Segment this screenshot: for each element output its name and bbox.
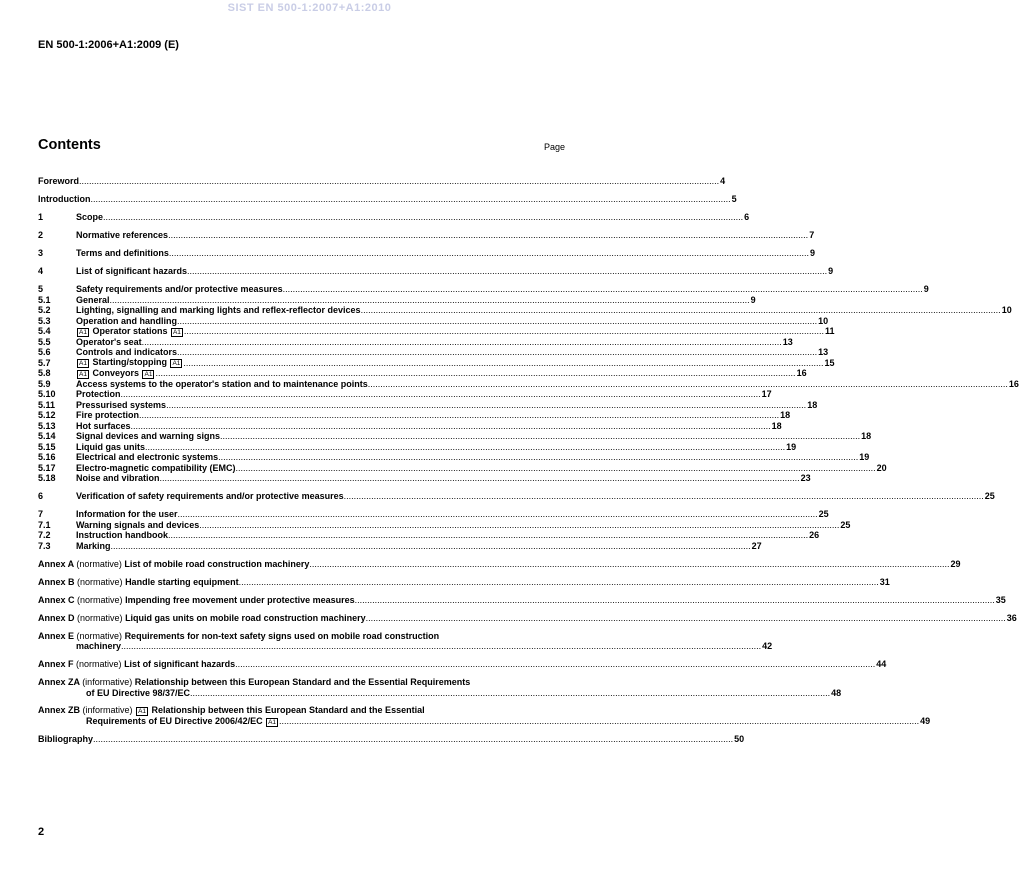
dot-leader <box>177 316 817 327</box>
entry-title <box>38 705 425 716</box>
annex-kind: (normative) <box>76 659 122 669</box>
page-ref: 23 <box>800 473 811 483</box>
bibliography-entry[interactable] <box>38 734 745 745</box>
dot-leader <box>178 509 818 520</box>
toc-entry[interactable] <box>38 410 791 421</box>
page-ref: 25 <box>984 491 995 501</box>
watermark: SIST EN 500-1:2007+A1:2010 <box>227 2 392 14</box>
section-number: 5.13 <box>38 420 56 431</box>
section-number: 5.12 <box>38 410 56 420</box>
entry-title <box>76 212 103 223</box>
toc-entry[interactable] <box>38 284 929 295</box>
annex-title: Liquid gas units on mobile road construction machinery <box>125 612 366 623</box>
dot-leader <box>283 284 923 295</box>
dot-leader <box>169 248 809 259</box>
page-ref: 27 <box>751 540 762 551</box>
entry-title-text: Verification of safety requirements and/or protective measures <box>76 491 344 501</box>
page-ref: 20 <box>876 462 887 473</box>
entry-title-text: General <box>76 294 110 305</box>
entry-title-text: Warning signals and devices <box>76 519 200 530</box>
toc-entry[interactable] <box>38 212 750 223</box>
annex-title-continued: Requirements of EU Directive 2006/42/EC <box>86 715 263 726</box>
entry-title-text: Conveyors <box>89 367 142 378</box>
annex-label: Annex B <box>38 576 75 587</box>
entry-title <box>76 541 111 552</box>
entry-title <box>76 326 184 337</box>
page-ref: 26 <box>809 530 820 540</box>
entry-title <box>38 734 93 745</box>
entry-title <box>38 716 279 727</box>
page-ref: 10 <box>818 315 829 326</box>
entry-title-text: Electro-magnetic compatibility (EMC) <box>76 462 236 473</box>
section-number: 5.3 <box>38 315 51 326</box>
page-ref: 18 <box>771 420 782 431</box>
annex-kind: (normative) <box>77 612 123 623</box>
section-number: 5.7 <box>38 357 51 368</box>
page-ref: 15 <box>824 357 835 368</box>
annex-title: Handle starting equipment <box>125 576 239 587</box>
dot-leader <box>236 463 876 474</box>
entry-title-text: Pressurised systems <box>76 399 167 410</box>
page-ref: 49 <box>920 716 931 726</box>
annex-title: Impending free movement under protective measures <box>125 594 355 605</box>
entry-title <box>76 452 218 463</box>
dot-leader <box>93 734 733 745</box>
dot-leader <box>235 659 875 670</box>
page-ref: 35 <box>995 594 1006 605</box>
annex-entry-continuation[interactable] <box>38 687 842 699</box>
entry-title-text: Electrical and electronic systems <box>76 452 219 462</box>
amendment-start-marker: A1 <box>79 360 87 367</box>
annex-entry-continuation[interactable] <box>38 641 773 652</box>
dot-leader <box>131 421 771 432</box>
toc-entry[interactable] <box>38 367 807 379</box>
amendment-start-marker: A1 <box>79 328 87 336</box>
page-ref: 44 <box>876 659 887 669</box>
toc-entry[interactable] <box>38 176 726 187</box>
dot-leader <box>139 410 779 421</box>
amendment-end-marker: A1 <box>268 718 277 726</box>
entry-title-text: Operation and handling <box>76 315 177 326</box>
page-ref: 17 <box>761 389 772 399</box>
annex-label: Annex C <box>38 594 75 605</box>
section-number: 3 <box>38 248 44 258</box>
page-ref: 16 <box>1008 378 1019 389</box>
toc-entry[interactable] <box>38 294 756 306</box>
section-number: 7.1 <box>38 519 51 530</box>
page-ref: 48 <box>831 687 842 698</box>
dot-leader <box>168 530 808 541</box>
entry-title-text: Hot surfaces <box>76 420 131 431</box>
page-ref: 25 <box>840 519 851 530</box>
entry-title-text: Safety requirements and/or protective measures <box>76 284 283 294</box>
entry-title <box>76 337 142 348</box>
entry-title <box>76 230 168 241</box>
entry-title <box>76 473 160 484</box>
bibliography-title: Bibliography <box>38 734 94 744</box>
annex-kind: (informative) <box>82 677 133 687</box>
entry-title <box>38 595 355 606</box>
page-ref: 19 <box>859 452 870 462</box>
toc-entry[interactable] <box>38 462 887 474</box>
contents-heading: Contents <box>38 137 101 153</box>
page-ref: 36 <box>1006 612 1017 623</box>
entry-title <box>38 194 91 205</box>
entry-title <box>38 688 190 699</box>
entry-title <box>76 400 166 411</box>
dot-leader <box>190 688 830 699</box>
entry-title-text: Normative references <box>76 230 169 240</box>
entry-title <box>76 491 344 502</box>
entry-title <box>76 530 168 541</box>
annex-entry[interactable] <box>38 631 569 642</box>
entry-title-text: Access systems to the operator's station and to maintenance points <box>76 378 368 389</box>
section-number: 5.10 <box>38 389 56 399</box>
entry-title <box>76 389 121 400</box>
section-number: 5.9 <box>38 378 51 389</box>
toc-entry[interactable] <box>38 519 851 531</box>
amendment-end-marker: A1 <box>172 360 181 367</box>
annex-title-continued: machinery <box>76 641 122 651</box>
document-id: EN 500-1:2006+A1:2009 (E) <box>38 39 179 51</box>
amendment-start-marker: A1 <box>138 708 147 715</box>
page-number: 2 <box>38 826 45 838</box>
dot-leader <box>220 431 860 442</box>
toc-entry[interactable] <box>38 266 834 277</box>
section-number: 5.15 <box>38 441 56 452</box>
dot-leader <box>103 212 743 223</box>
entry-title-text: Instruction handbook <box>76 530 168 540</box>
annex-label: Annex A <box>38 558 74 569</box>
toc-entry[interactable] <box>38 431 872 442</box>
section-number: 7 <box>38 509 44 519</box>
annex-kind: (normative) <box>76 630 123 641</box>
page-ref: 9 <box>828 266 834 276</box>
page-ref: 9 <box>923 284 929 294</box>
entry-title <box>76 347 177 358</box>
page-ref: 50 <box>734 734 745 744</box>
annex-entry[interactable] <box>38 576 890 588</box>
dot-leader <box>155 368 795 379</box>
dot-leader <box>160 473 800 484</box>
toc-entry[interactable] <box>38 491 995 502</box>
page-ref: 7 <box>809 230 815 240</box>
dot-leader <box>177 347 817 358</box>
entry-title-text: Liquid gas units <box>76 441 145 452</box>
toc-entry[interactable] <box>38 473 811 484</box>
entry-title <box>38 176 79 187</box>
table-of-contents <box>38 176 1019 745</box>
toc-entry[interactable] <box>38 305 1012 316</box>
annex-title: List of significant hazards <box>124 659 236 669</box>
entry-title <box>76 284 283 295</box>
section-number: 5.14 <box>38 431 56 441</box>
entry-title-text: Starting/stopping <box>89 357 170 367</box>
dot-leader <box>166 400 806 411</box>
entry-title-text: Noise and vibration <box>76 473 160 483</box>
toc-entry[interactable] <box>38 248 815 259</box>
amendment-start-marker: A1 <box>79 370 87 378</box>
page-ref: 5 <box>731 194 737 204</box>
toc-entry[interactable] <box>38 194 737 205</box>
page-ref: 31 <box>879 576 890 587</box>
dot-leader <box>110 295 750 306</box>
section-number: 5.17 <box>38 462 56 473</box>
page-ref: 10 <box>1001 305 1012 315</box>
section-number: 5.6 <box>38 347 51 357</box>
toc-entry[interactable] <box>38 452 870 463</box>
page-ref: 18 <box>861 431 872 441</box>
entry-title-text: Lighting, signalling and marking lights and reflex-reflector devices <box>76 305 361 315</box>
page-column-label: Page <box>544 142 566 152</box>
annex-kind: (normative) <box>76 558 122 569</box>
dot-leader <box>199 520 839 531</box>
entry-title <box>38 559 309 570</box>
entry-title-text: Controls and indicators <box>76 347 178 357</box>
entry-title <box>76 520 199 531</box>
dot-leader <box>183 358 823 369</box>
entry-title <box>76 410 139 421</box>
entry-title <box>38 641 121 652</box>
page-ref: 18 <box>780 410 791 420</box>
annex-label: Annex D <box>38 612 75 623</box>
page-ref: 13 <box>818 347 829 357</box>
annex-title: List of mobile road construction machinery <box>124 558 310 569</box>
toc-entry[interactable] <box>38 325 835 337</box>
entry-title <box>76 266 187 277</box>
dot-leader <box>142 337 782 348</box>
toc-entry[interactable] <box>38 336 793 348</box>
entry-title <box>76 316 177 327</box>
toc-entry[interactable] <box>38 389 772 400</box>
page-ref: 16 <box>796 368 807 378</box>
entry-title-text: Foreword <box>38 176 80 186</box>
dot-leader <box>279 716 919 727</box>
annex-label: Annex F <box>38 659 74 669</box>
section-number: 7.2 <box>38 530 51 540</box>
entry-title <box>76 368 155 379</box>
annex-kind: (normative) <box>77 594 123 605</box>
annex-kind: (normative) <box>77 576 123 587</box>
page-ref: 13 <box>782 336 793 347</box>
section-number: 1 <box>38 212 44 222</box>
entry-title <box>76 295 110 306</box>
entry-title-text: Fire protection <box>76 410 140 420</box>
page-ref: 18 <box>807 399 818 410</box>
entry-title-text: Operator stations <box>89 325 170 336</box>
section-number: 5.1 <box>38 294 51 305</box>
page-ref: 29 <box>950 558 961 569</box>
entry-title-text: List of significant hazards <box>76 266 188 276</box>
toc-entry[interactable] <box>38 540 762 552</box>
toc-entry[interactable] <box>38 509 829 520</box>
annex-title: Relationship between this European Standard and the Essential <box>151 705 425 715</box>
entry-title <box>38 631 439 642</box>
entry-title-text: Signal devices and warning signs <box>76 431 221 441</box>
dot-leader <box>145 442 785 453</box>
entry-title <box>76 248 169 259</box>
entry-title-text: Scope <box>76 212 104 222</box>
entry-title <box>38 613 366 624</box>
section-number: 6 <box>38 491 44 501</box>
annex-label: Annex ZB <box>38 705 81 715</box>
annex-label: Annex E <box>38 630 75 641</box>
dot-leader <box>121 641 761 652</box>
entry-title <box>76 442 145 453</box>
entry-title <box>76 431 220 442</box>
dot-leader <box>187 266 827 277</box>
entry-title <box>76 421 131 432</box>
dot-leader <box>218 452 858 463</box>
dot-leader <box>309 559 949 570</box>
amendment-end-marker: A1 <box>144 370 153 378</box>
page-ref: 9 <box>750 294 756 305</box>
section-number: 5.5 <box>38 336 51 347</box>
section-number: 5.8 <box>38 368 51 378</box>
dot-leader <box>79 176 719 187</box>
annex-entry[interactable] <box>38 558 961 570</box>
section-number: 5.2 <box>38 305 51 315</box>
toc-entry[interactable] <box>38 530 820 541</box>
dot-leader <box>344 491 984 502</box>
entry-title <box>76 379 368 390</box>
section-number: 5 <box>38 284 44 294</box>
dot-leader <box>239 577 879 588</box>
amendment-end-marker: A1 <box>172 328 181 336</box>
dot-leader <box>111 541 751 552</box>
section-number: 5.11 <box>38 399 56 410</box>
toc-entry[interactable] <box>38 230 815 241</box>
dot-leader <box>121 389 761 400</box>
annex-entry[interactable] <box>38 594 1006 606</box>
section-number: 4 <box>38 266 44 276</box>
page-ref: 9 <box>809 248 815 258</box>
page-ref: 19 <box>786 441 797 452</box>
entry-title <box>76 509 178 520</box>
annex-kind: (informative) <box>82 705 133 715</box>
toc-entry[interactable] <box>38 347 829 358</box>
entry-title <box>38 659 235 670</box>
dot-leader <box>361 305 1001 316</box>
toc-entry[interactable] <box>38 357 835 369</box>
dot-leader <box>366 613 1006 624</box>
annex-title: Requirements for non-text safety signs used on mobile road construction <box>124 630 440 641</box>
entry-title-text: Operator's seat <box>76 336 142 347</box>
annex-entry[interactable] <box>38 677 569 688</box>
entry-title-text: Marking <box>76 540 111 551</box>
page-ref: 6 <box>744 212 750 222</box>
toc-entry[interactable] <box>38 315 829 327</box>
dot-leader <box>168 230 808 241</box>
page-ref: 25 <box>818 509 829 519</box>
section-number: 5.16 <box>38 452 56 462</box>
entry-title <box>38 677 470 688</box>
entry-title <box>76 357 183 368</box>
toc-entry[interactable] <box>38 399 818 411</box>
annex-title-continued: of EU Directive 98/37/EC <box>86 687 191 698</box>
toc-entry[interactable] <box>38 378 1019 390</box>
entry-title-text: Terms and definitions <box>76 248 169 258</box>
annex-entry[interactable] <box>38 659 887 670</box>
entry-title <box>38 577 239 588</box>
annex-label: Annex ZA <box>38 677 80 687</box>
annex-entry[interactable] <box>38 706 569 717</box>
entry-title <box>76 305 361 316</box>
page-ref: 42 <box>762 641 773 651</box>
entry-title-text: Introduction <box>38 194 91 204</box>
entry-title-text: Protection <box>76 389 121 399</box>
section-number: 7.3 <box>38 540 51 551</box>
annex-entry-continuation[interactable] <box>38 715 931 727</box>
dot-leader <box>184 326 824 337</box>
annex-title: Relationship between this European Standard and the Essential Requirements <box>134 677 471 687</box>
dot-leader <box>355 595 995 606</box>
section-number: 5.4 <box>38 326 51 336</box>
page-ref: 4 <box>720 176 726 186</box>
page-ref: 11 <box>825 326 835 336</box>
toc-entry[interactable] <box>38 441 797 453</box>
entry-title <box>76 463 236 474</box>
section-number: 5.18 <box>38 473 56 483</box>
toc-entry[interactable] <box>38 420 782 432</box>
section-number: 2 <box>38 230 44 240</box>
entry-title-text: Information for the user <box>76 509 178 519</box>
dot-leader <box>368 379 1008 390</box>
annex-entry[interactable] <box>38 612 1017 624</box>
dot-leader <box>91 194 731 205</box>
